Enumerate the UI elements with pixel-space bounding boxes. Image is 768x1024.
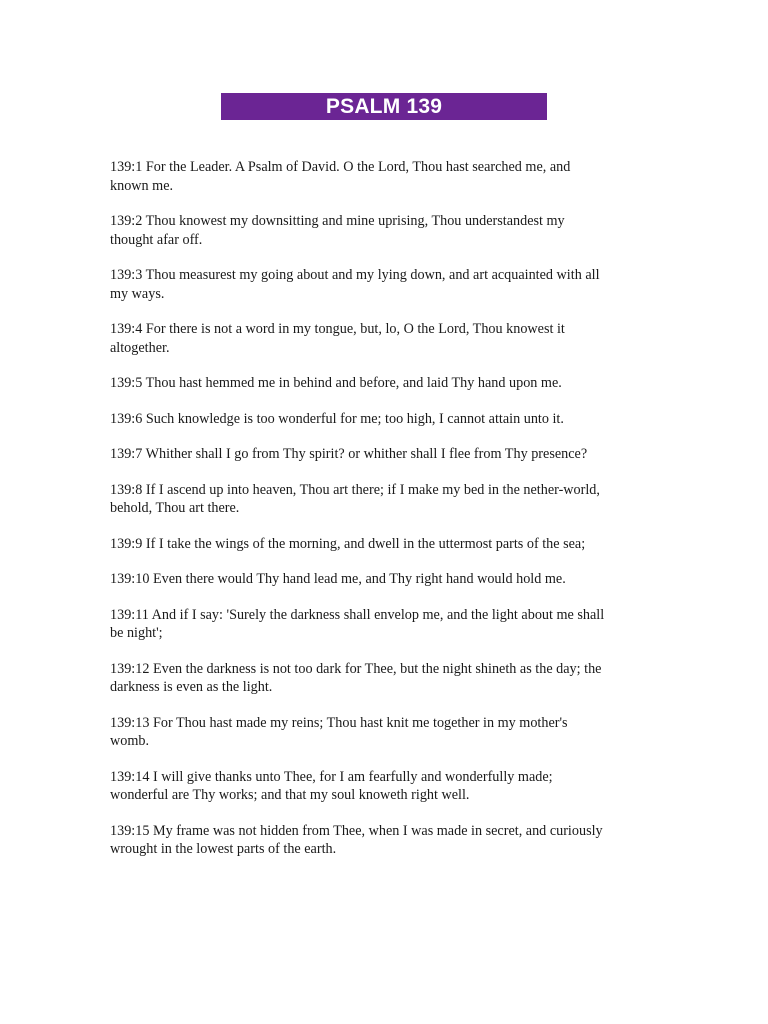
verse-11: 139:11 And if I say: 'Surely the darkness shall envelop me, and the light about me shall be night'; [110,606,605,641]
verse-1: 139:1 For the Leader. A Psalm of David. O the Lord, Thou hast searched me, and known me. [110,159,571,194]
verse-14: 139:14 I will give thanks unto Thee, for I am fearfully and wonderfully made; wonderful are Thy works; and that my soul knoweth right well. [110,768,553,803]
verse-7: 139:7 Whither shall I go from Thy spirit? or whither shall I flee from Thy presence? [110,446,588,462]
verse-13: 139:13 For Thou hast made my reins; Thou hast knit me together in my mother's womb. [110,714,568,749]
verse-2: 139:2 Thou knowest my downsitting and mine uprising, Thou understandest my thought afar off. [110,213,565,248]
verse-6: 139:6 Such knowledge is too wonderful for me; too high, I cannot attain unto it. [110,410,564,427]
verse-list [110,158,610,876]
verse-12: 139:12 Even the darkness is not too dark for Thee, but the night shineth as the day; the darkness is even as the light. [110,660,602,695]
verse-10: 139:10 Even there would Thy hand lead me, and Thy right hand would hold me. [110,571,566,587]
verse-5: 139:5 Thou hast hemmed me in behind and before, and laid Thy hand upon me. [110,375,562,391]
title-banner [221,93,547,120]
verse-3: 139:3 Thou measurest my going about and my lying down, and art acquainted with all my ways. [110,267,600,302]
page-title: PSALM 139 [325,95,443,118]
verse-9: 139:9 If I take the wings of the morning, and dwell in the uttermost parts of the sea; [110,535,586,552]
verse-15: 139:15 My frame was not hidden from Thee, when I was made in secret, and curiously wrought in the lowest parts of the earth. [110,822,603,857]
verse-4: 139:4 For there is not a word in my tongue, but, lo, O the Lord, Thou knowest it altogether. [110,321,565,356]
verse-8: 139:8 If I ascend up into heaven, Thou art there; if I make my bed in the nether-world, behold, Thou art there. [110,481,600,516]
